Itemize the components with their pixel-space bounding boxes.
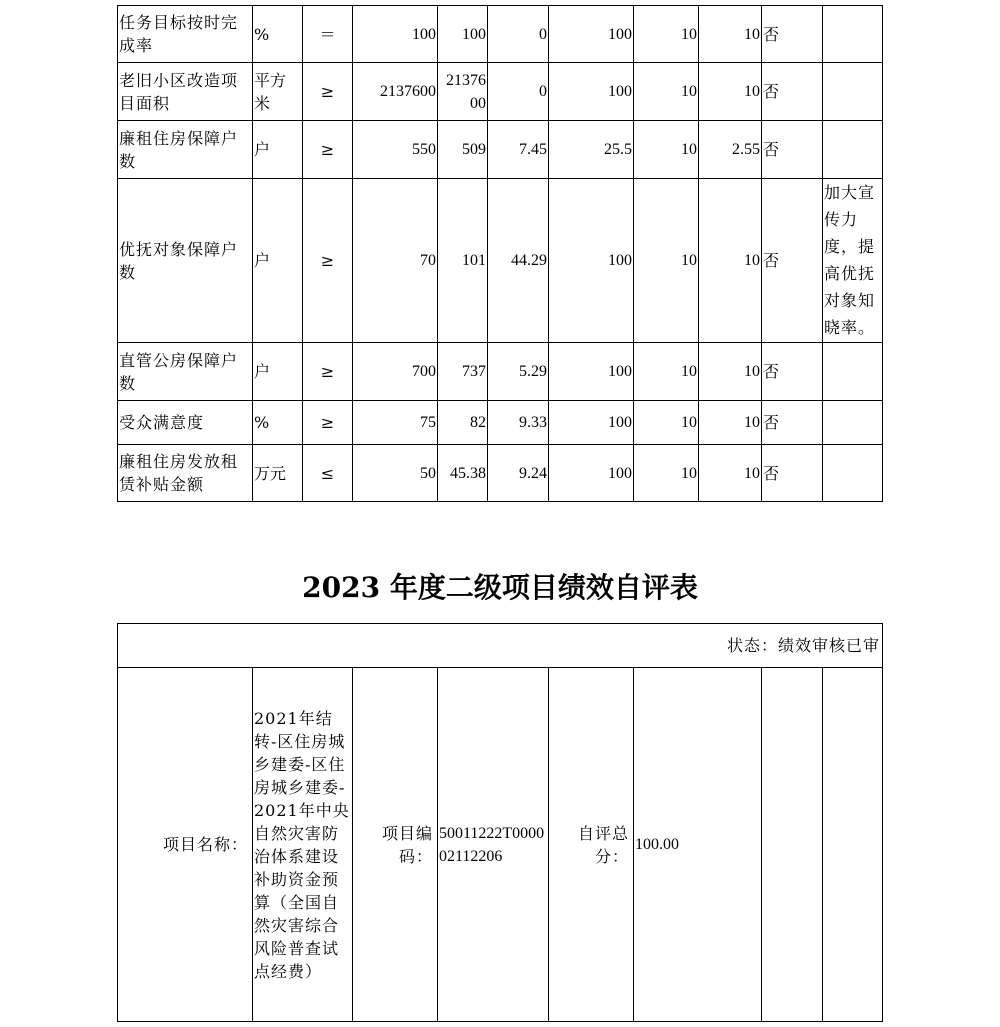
self-score-label: 自评总分： [549, 668, 634, 1022]
indicator-actual: 100 [438, 6, 488, 63]
indicator-rate: 100 [549, 179, 634, 343]
indicator-remark [823, 401, 883, 445]
indicator-unit: % [253, 401, 303, 445]
indicator-remark [823, 6, 883, 63]
indicator-unit: 平方米 [253, 63, 303, 121]
indicator-target: 70 [353, 179, 438, 343]
indicator-deviation: 9.24 [488, 445, 549, 502]
indicator-score: 10 [699, 63, 762, 121]
indicator-row [118, 179, 883, 343]
indicator-name: 受众满意度 [118, 401, 253, 445]
indicator-unit: 户 [253, 121, 303, 179]
project-code-label: 项目编码： [353, 668, 438, 1022]
indicator-row [118, 121, 883, 179]
status-row [118, 624, 883, 668]
indicator-score: 10 [699, 6, 762, 63]
indicator-row [118, 63, 883, 121]
indicator-flag: 否 [762, 401, 823, 445]
indicator-weight: 10 [634, 343, 699, 401]
indicator-actual: 509 [438, 121, 488, 179]
project-name-value: 2021年结转-区住房城乡建委-区住房城乡建委-2021年中央自然灾害防治体系建设补助资金预算（全国自然灾害综合风险普查试点经费） [253, 668, 353, 1022]
indicator-deviation: 9.33 [488, 401, 549, 445]
indicator-operator: ≥ [303, 343, 353, 401]
indicator-operator: ＝ [303, 6, 353, 63]
indicator-operator: ≥ [303, 121, 353, 179]
indicator-unit: 户 [253, 343, 303, 401]
indicator-unit: % [253, 6, 303, 63]
indicator-weight: 10 [634, 179, 699, 343]
project-code-value: 50011222T000002112206 [438, 668, 549, 1022]
indicator-table [117, 5, 883, 502]
indicator-target: 100 [353, 6, 438, 63]
indicator-remark [823, 121, 883, 179]
indicator-actual: 737 [438, 343, 488, 401]
indicator-unit: 万元 [253, 445, 303, 502]
indicator-target: 75 [353, 401, 438, 445]
indicator-remark: 加大宣传力度，提高优抚对象知晓率。 [823, 179, 883, 343]
indicator-weight: 10 [634, 401, 699, 445]
indicator-row [118, 6, 883, 63]
indicator-weight: 10 [634, 6, 699, 63]
indicator-row [118, 445, 883, 502]
self-score-value: 100.00 [634, 668, 762, 1022]
indicator-score: 10 [699, 343, 762, 401]
indicator-weight: 10 [634, 445, 699, 502]
indicator-score: 10 [699, 401, 762, 445]
indicator-flag: 否 [762, 343, 823, 401]
indicator-actual: 101 [438, 179, 488, 343]
indicator-rate: 100 [549, 401, 634, 445]
indicator-weight: 10 [634, 121, 699, 179]
indicator-name: 廉租住房发放租赁补贴金额 [118, 445, 253, 502]
indicator-operator: ≥ [303, 401, 353, 445]
indicator-flag: 否 [762, 63, 823, 121]
indicator-flag: 否 [762, 445, 823, 502]
indicator-name: 老旧小区改造项目面积 [118, 63, 253, 121]
indicator-rate: 100 [549, 6, 634, 63]
indicator-target: 50 [353, 445, 438, 502]
indicator-unit: 户 [253, 179, 303, 343]
indicator-name: 任务目标按时完成率 [118, 6, 253, 63]
indicator-remark [823, 63, 883, 121]
indicator-operator: ≥ [303, 63, 353, 121]
empty-cell [823, 668, 883, 1022]
indicator-actual: 2137600 [438, 63, 488, 121]
indicator-rate: 100 [549, 343, 634, 401]
indicator-actual: 45.38 [438, 445, 488, 502]
page-title: 2023 年度二级项目绩效自评表 [302, 571, 698, 604]
indicator-rate: 100 [549, 445, 634, 502]
indicator-deviation: 44.29 [488, 179, 549, 343]
indicator-target: 2137600 [353, 63, 438, 121]
indicator-target: 550 [353, 121, 438, 179]
indicator-score: 10 [699, 445, 762, 502]
indicator-name: 优抚对象保障户数 [118, 179, 253, 343]
empty-cell [762, 668, 823, 1022]
indicator-flag: 否 [762, 6, 823, 63]
indicator-score: 2.55 [699, 121, 762, 179]
indicator-weight: 10 [634, 63, 699, 121]
indicator-remark [823, 445, 883, 502]
indicator-name: 直管公房保障户数 [118, 343, 253, 401]
indicator-name: 廉租住房保障户数 [118, 121, 253, 179]
indicator-deviation: 0 [488, 63, 549, 121]
indicator-deviation: 0 [488, 6, 549, 63]
indicator-operator: ≤ [303, 445, 353, 502]
indicator-flag: 否 [762, 121, 823, 179]
status-text: 状态：绩效审核已审 [118, 624, 883, 668]
indicator-deviation: 7.45 [488, 121, 549, 179]
indicator-row [118, 343, 883, 401]
indicator-remark [823, 343, 883, 401]
indicator-deviation: 5.29 [488, 343, 549, 401]
project-row [118, 668, 883, 1022]
indicator-rate: 25.5 [549, 121, 634, 179]
indicator-flag: 否 [762, 179, 823, 343]
indicator-actual: 82 [438, 401, 488, 445]
project-name-label: 项目名称： [118, 668, 253, 1022]
indicator-operator: ≥ [303, 179, 353, 343]
indicator-row [118, 401, 883, 445]
indicator-rate: 100 [549, 63, 634, 121]
indicator-target: 700 [353, 343, 438, 401]
project-table [117, 623, 883, 1022]
indicator-score: 10 [699, 179, 762, 343]
